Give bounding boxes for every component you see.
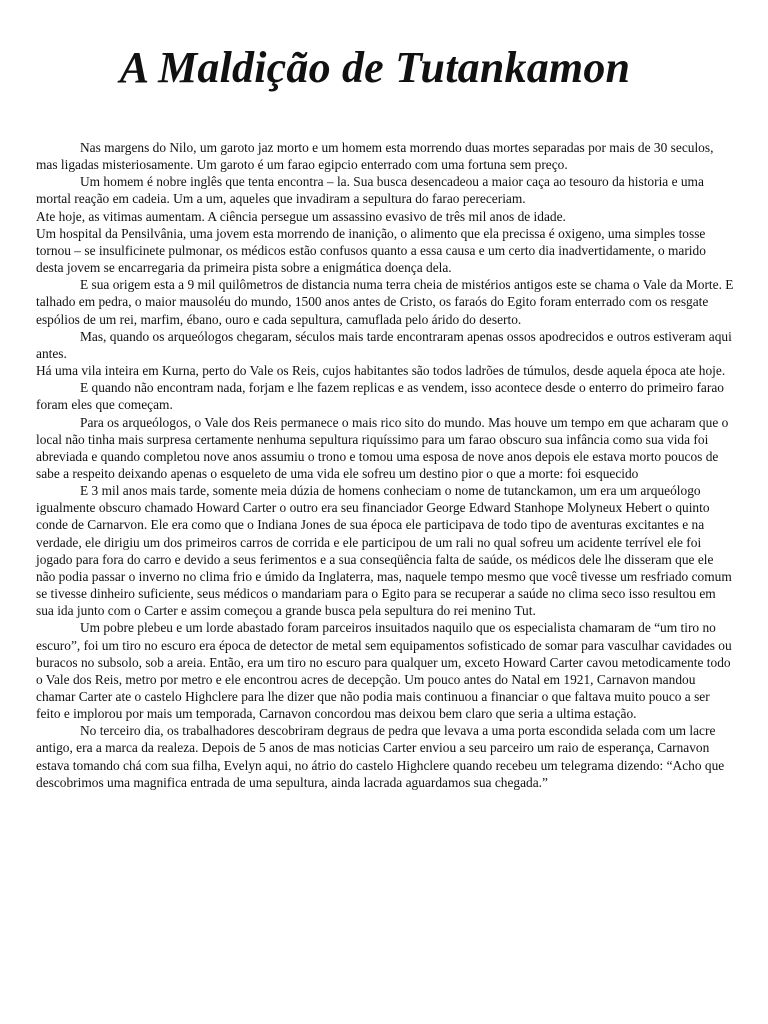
paragraph-2: Um homem é nobre inglês que tenta encontra – la. Sua busca desencadeou a maior caça ao tesouro da historia e uma mortal reação em cadeia. Um a um, aqueles que invadiram a sepultura do farao pereceriam. — [36, 174, 704, 207]
paragraph-3: Ate hoje, as vitimas aumentam. A ciência persegue um assassino evasivo de três mil anos de idade. — [36, 208, 566, 224]
paragraph-8: E quando não encontram nada, forjam e lhe fazem replicas e as vendem, isso acontece desde o enterro do primeiro farao foram eles que começam. — [36, 380, 724, 413]
paragraph-5: E sua origem esta a 9 mil quilômetros de distancia numa terra cheia de mistérios antigos este se chama o Vale da Morte. E talhado em pedra, o maior mausoléu do mundo, 1500 anos antes de Cristo, os faraós do Egito foram enterrado com os resgate espólios de um rei, marfim, ébano, ouro e cada sepultura, camuflada pelo árido do deserto. — [36, 277, 734, 327]
paragraph-10: E 3 mil anos mais tarde, somente meia dúzia de homens conheciam o nome de tutanckamon, um era um arqueólogo igualmente obscuro chamado Howard Carter o outro era seu financiador George Edward Stanhope Molyneux Hebert o quinto conde de Carnarvon. Ele era como que o Indiana Jones de sua época ele participava de todo tipo de aventuras excitantes e na verdade, ele dirigiu um dos primeiros carros de corrida e ele participou de um rali no qual sofreu um acidente terrível ele foi jogado para fora do carro e devido a seus ferimentos e a sua conseqüência falta de saúde, os médicos dele lhe disseram que ele não podia passar o inverno no clima frio e úmido da Inglaterra, mas, naquele tempo mesmo que você tivesse um resfriado comum se tivesse dinheiro suficiente, seus médicos o mandariam para o Egito para se recuperar a saúde no clima seco isso resultou em sua ida junto com o Carter e assim começou a grande busca pela sepultura do rei menino Tut. — [36, 483, 732, 619]
paragraph-11: Um pobre plebeu e um lorde abastado foram parceiros insuitados naquilo que os especialista chamaram de “um tiro no escuro”, foi um tiro no escuro era época de detector de metal sem equipamentos sofisticado de somar para vasculhar cavidades ou buracos no subsolo, sob a areia. Então, era um tiro no escuro para qualquer um, exceto Howard Carter cavou metodicamente todo o Vale dos Reis, metro por metro e ele encontrou acres de decepção. Um pouco antes do Natal em 1921, Carnavon mandou chamar Carter ate o castelo Highclere para lhe dizer que não podia mais continuou a financiar o que faltava muito pouco a ser feito e implorou por mais um temporada, Carnavon concordou mas deixou bem claro que seria a ultima estação. — [36, 620, 732, 722]
paragraph-1: Nas margens do Nilo, um garoto jaz morto e um homem esta morrendo duas mortes separadas por mais de 30 seculos, mas ligadas misteriosamente. Um garoto é um farao egipcio enterrado com uma fortuna sem preço. — [36, 140, 714, 173]
paragraph-12: No terceiro dia, os trabalhadores descobriram degraus de pedra que levava a uma porta escondida selada com um lacre antigo, era a marca da realeza. Depois de 5 anos de mas noticias Carter enviou a seu parceiro um raio de esperança, Carnavon estava tomando chá com sua filha, Evelyn aqui, no átrio do castelo Highclere quando recebeu um telegrama dizendo: “Acho que descobrimos uma magnifica entrada de uma sepultura, ainda lacrada aguardamos sua chegada.” — [36, 723, 725, 790]
paragraph-9: Para os arqueólogos, o Vale dos Reis permanece o mais rico sito do mundo. Mas houve um tempo em que acharam que o local não tinha mais surpresa certamente nenhuma sepultura riquíssimo para um farao obscuro sua infância como sua vida foi abreviada e quando completou nove anos assumiu o trono e tomou uma esposa de nove anos depois ele estava morto poucos de sabe a respeito deixando apenas o esqueleto de uma vida ele sofreu um destino pior o que a morte: foi esquecido — [36, 414, 729, 481]
paragraph-4: Um hospital da Pensilvânia, uma jovem esta morrendo de inanição, o alimento que ela precissa é oxigeno, uma simples tosse tornou – se insulficinete pulmonar, os médicos estão confusos quanto a essa causa e um certo dia inadvertidamente, o marido desta jovem se encarregaria da primeira pista sobre a enigmática doença dela. — [36, 225, 706, 276]
paragraph-7: Há uma vila inteira em Kurna, perto do Vale os Reis, cujos habitantes são todos ladrões de túmulos, desde aquela época ate hoje. — [36, 363, 726, 379]
document-title: A Maldição de Tutankamon — [119, 43, 631, 92]
document-body — [36, 139, 734, 791]
paragraph-6: Mas, quando os arqueólogos chegaram, séculos mais tarde encontraram apenas ossos apodrecidos e outros estiveram aqui antes. — [36, 328, 732, 361]
